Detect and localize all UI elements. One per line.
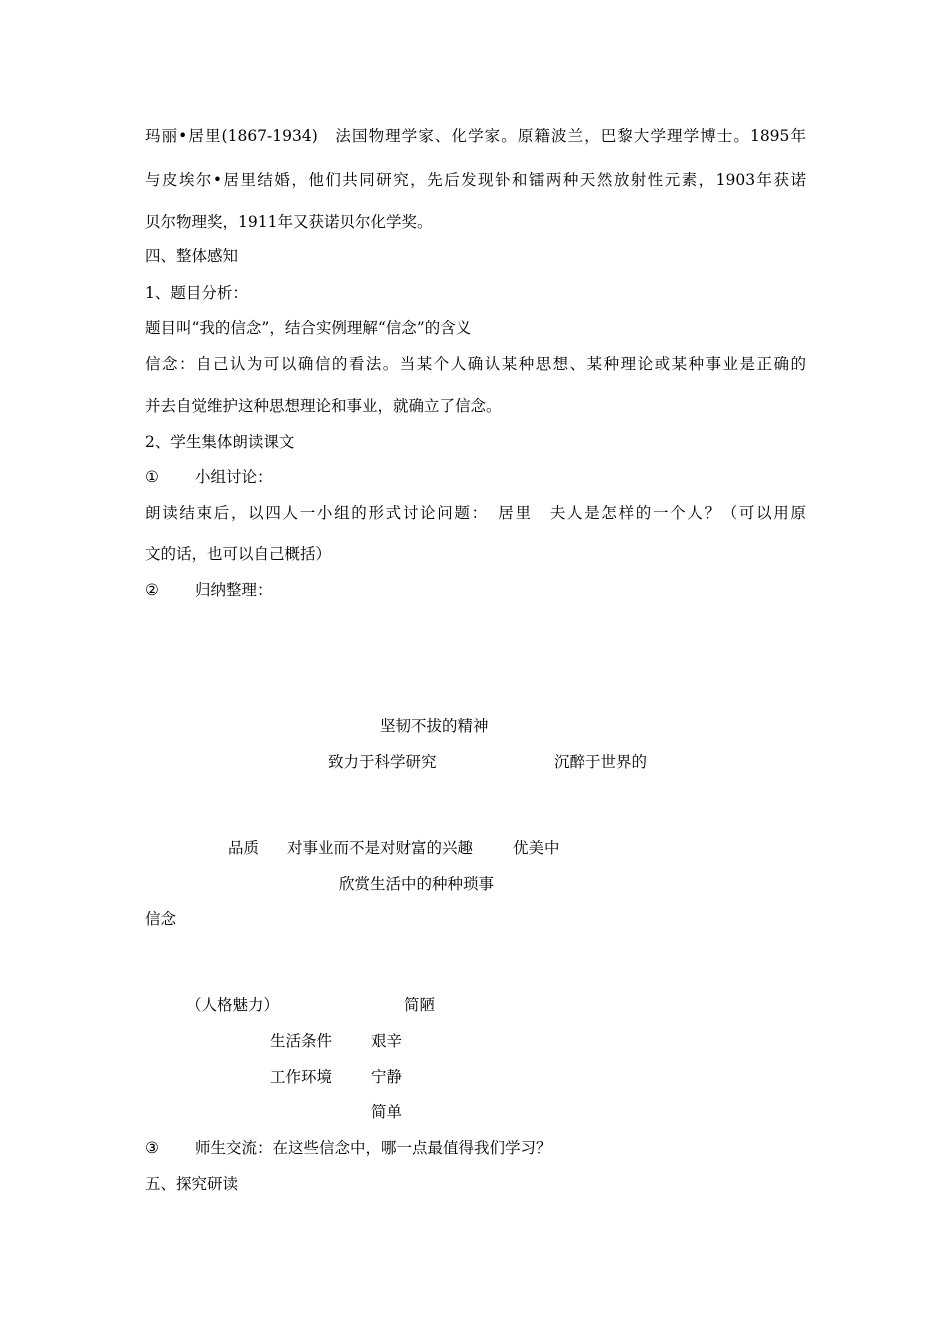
sub-item-3-marker: ③ — [145, 1139, 159, 1157]
diagram-interest-in-career: 对事业而不是对财富的兴趣 — [287, 839, 474, 857]
diagram-quality: 品质 — [228, 839, 260, 857]
section-4-heading: 四、整体感知 — [145, 247, 239, 265]
sub-item-1-group-discussion: 小组讨论： — [195, 468, 273, 486]
sub-item-2-summary: 归纳整理： — [195, 581, 273, 599]
diagram-devote-to-science: 致力于科学研究 — [328, 753, 437, 771]
diagram-spirit: 坚韧不拔的精神 — [380, 717, 489, 735]
title-note: 题目叫“我的信念”，结合实例理解“信念”的含义 — [145, 319, 472, 337]
diagram-intoxicated-by-world: 沉醉于世界的 — [554, 753, 648, 771]
diagram-hardship: 艰辛 — [371, 1032, 403, 1050]
teacher-student-exchange: 师生交流：在这些信念中，哪一点最值得我们学习？ — [195, 1139, 552, 1157]
diagram-personal-charm: （人格魅力） — [186, 996, 280, 1014]
discussion-line-1: 朗读结束后，以四人一小组的形式讨论问题： 居里 夫人是怎样的一个人？（可以用原 — [145, 504, 806, 522]
intro-line-1: 玛丽•居里(1867-1934) 法国物理学家、化学家。原籍波兰，巴黎大学理学博士。1895年 — [145, 127, 806, 145]
sub-item-1-marker: ① — [145, 468, 159, 486]
diagram-work-environment: 工作环境 — [270, 1068, 333, 1086]
discussion-line-2: 文的话，也可以自己概括） — [145, 545, 332, 563]
item-2-group-reading: 2、学生集体朗读课文 — [145, 433, 295, 451]
diagram-in-beauty: 优美中 — [513, 839, 560, 857]
sub-item-2-marker: ② — [145, 581, 159, 599]
diagram-appreciate-trifles: 欣赏生活中的种种琐事 — [339, 875, 495, 893]
diagram-belief: 信念 — [145, 910, 177, 928]
diagram-crude: 简陋 — [404, 996, 436, 1014]
definition-line-1: 信念：自己认为可以确信的看法。当某个人确认某种思想、某种理论或某种事业是正确的 — [145, 355, 806, 373]
intro-line-2: 与皮埃尔•居里结婚，他们共同研究，先后发现钋和镭两种天然放射性元素，1903年获诺 — [145, 171, 806, 189]
section-5-heading: 五、探究研读 — [145, 1175, 239, 1193]
definition-line-2: 并去自觉维护这种思想理论和事业，就确立了信念。 — [145, 397, 502, 415]
item-1-title-analysis: 1、题目分析： — [145, 284, 248, 302]
diagram-quiet: 宁静 — [371, 1068, 403, 1086]
diagram-simple: 简单 — [371, 1103, 403, 1121]
intro-line-3: 贝尔物理奖，1911年又获诺贝尔化学奖。 — [145, 213, 433, 231]
diagram-living-conditions: 生活条件 — [270, 1032, 333, 1050]
